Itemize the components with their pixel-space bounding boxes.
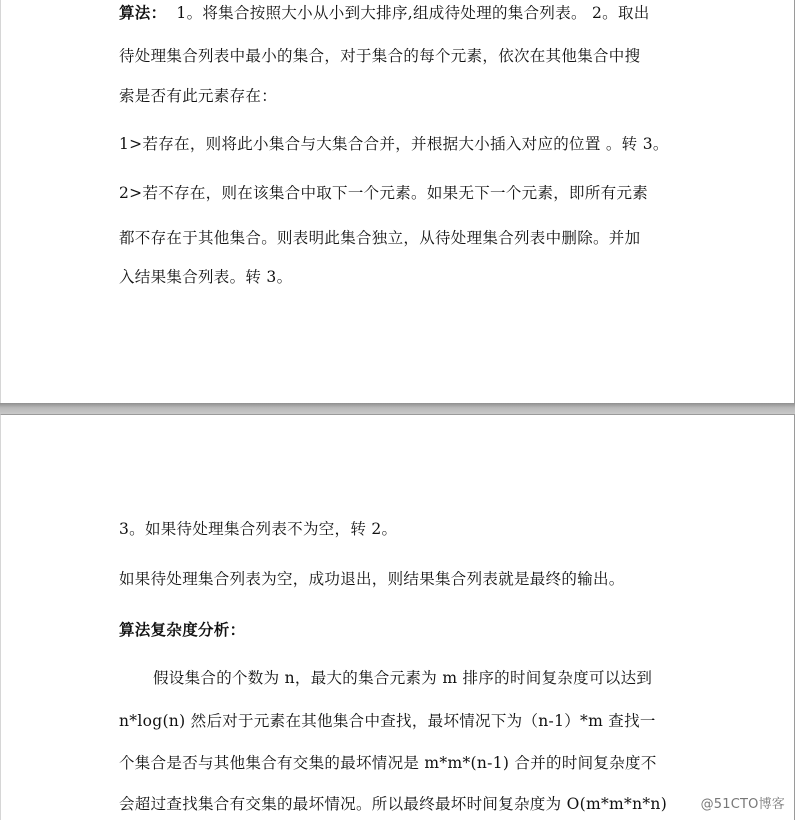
algorithm-line-2: 待处理集合列表中最小的集合，对于集合的每个元素，依次在其他集合中搜 <box>119 47 641 65</box>
page-separator <box>0 403 795 414</box>
algorithm-case-not-exists-line-3: 入结果集合列表。转 3。 <box>119 268 293 286</box>
step-3-line: 3。如果待处理集合列表不为空，转 2。 <box>119 520 398 538</box>
complexity-line-1: 假设集合的个数为 n，最大的集合元素为 m 排序的时间复杂度可以达到 <box>153 669 653 687</box>
complexity-line-2: n*log(n) 然后对于元素在其他集合中查找，最坏情况下为（n-1）*m 查找一 <box>119 712 656 730</box>
algorithm-heading: 算法： <box>119 3 167 22</box>
algorithm-step-text: 1。将集合按照大小从小到大排序,组成待处理的集合列表。 2。取出 <box>176 4 650 22</box>
complexity-heading: 算法复杂度分析： <box>119 620 246 639</box>
exit-condition-line: 如果待处理集合列表为空，成功退出，则结果集合列表就是最终的输出。 <box>119 570 625 588</box>
algorithm-case-exists: 1>若存在，则将此小集合与大集合合并，并根据大小插入对应的位置 。转 3。 <box>119 135 669 153</box>
algorithm-case-not-exists-line-2: 都不存在于其他集合。则表明此集合独立，从待处理集合列表中删除。并加 <box>119 229 641 247</box>
complexity-line-4: 会超过查找集合有交集的最坏情况。所以最终最坏时间复杂度为 O(m*m*n*n) <box>119 795 668 813</box>
document-page-2 <box>0 414 795 820</box>
algorithm-line-1 <box>119 3 650 23</box>
algorithm-case-not-exists-line-1: 2>若不存在，则在该集合中取下一个元素。如果无下一个元素，即所有元素 <box>119 184 649 202</box>
complexity-line-3: 个集合是否与其他集合有交集的最坏情况是 m*m*(n-1) 合并的时间复杂度不 <box>119 754 657 772</box>
algorithm-line-3: 索是否有此元素存在： <box>119 87 278 105</box>
document-page-1 <box>0 0 795 403</box>
source-watermark: @51CTO博客 <box>700 797 785 812</box>
